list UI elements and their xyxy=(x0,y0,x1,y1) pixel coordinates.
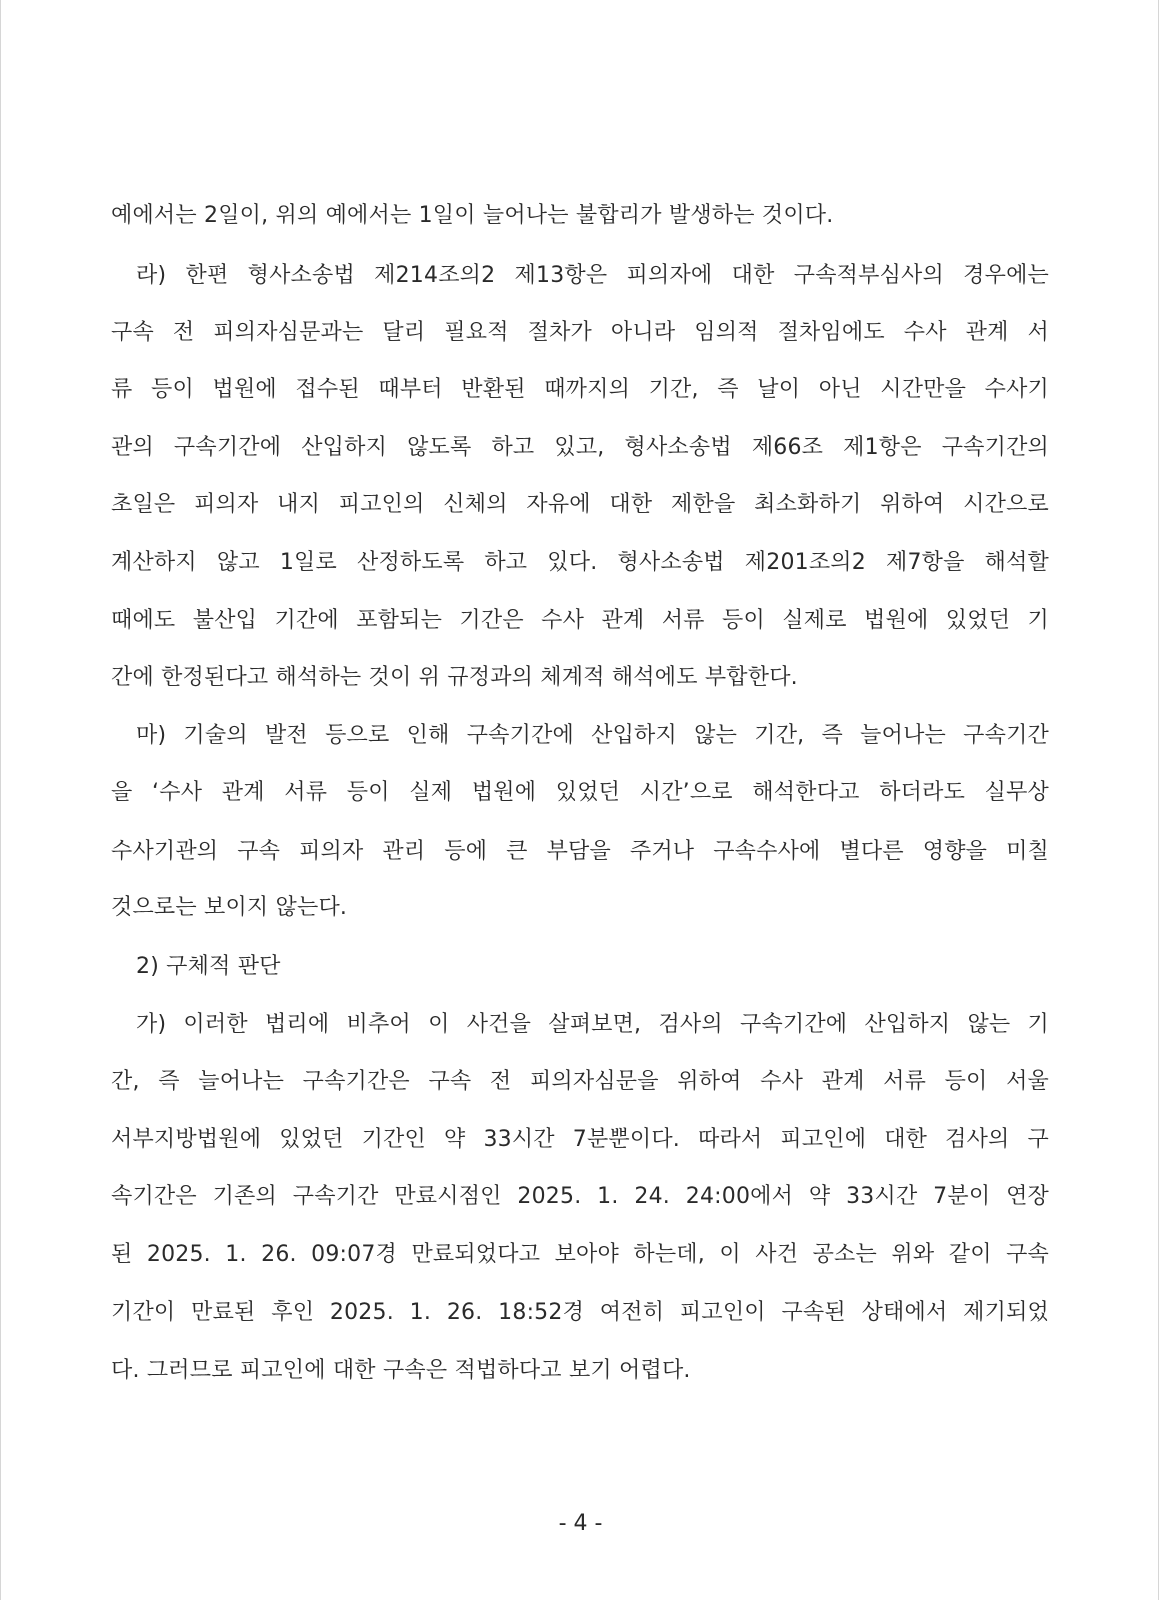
text-line: 서부지방법원에 있었던 기간인 약 33시간 7분뿐이다. 따라서 피고인에 대한 검사의 구 xyxy=(111,1127,1049,1152)
text-line: 라) 한편 형사소송법 제214조의2 제13항은 피의자에 대한 구속적부심사의 경우에는 xyxy=(136,263,1049,288)
text-line: 을 ‘수사 관계 서류 등이 실제 법원에 있었던 시간’으로 해석한다고 하더라도 실무상 xyxy=(111,780,1049,805)
text-line: 계산하지 않고 1일로 산정하도록 하고 있다. 형사소송법 제201조의2 제7항을 해석할 xyxy=(111,550,1049,575)
text-line: 간에 한정된다고 해석하는 것이 위 규정과의 체계적 해석에도 부합한다. xyxy=(111,665,798,690)
text-line: 마) 기술의 발전 등으로 인해 구속기간에 산입하지 않는 기간, 즉 늘어나는 구속기간 xyxy=(136,723,1049,748)
text-line: 류 등이 법원에 접수된 때부터 반환된 때까지의 기간, 즉 날이 아닌 시간만을 수사기 xyxy=(111,377,1049,402)
text-line: 수사기관의 구속 피의자 관리 등에 큰 부담을 주거나 구속수사에 별다른 영향을 미칠 xyxy=(111,839,1049,864)
section-heading: 2) 구체적 판단 xyxy=(136,954,281,979)
text-line: 관의 구속기간에 산입하지 않도록 하고 있고, 형사소송법 제66조 제1항은 구속기간의 xyxy=(111,435,1049,460)
text-line: 간, 즉 늘어나는 구속기간은 구속 전 피의자심문을 위하여 수사 관계 서류 등이 서울 xyxy=(111,1069,1049,1094)
text-line: 초일은 피의자 내지 피고인의 신체의 자유에 대한 제한을 최소화하기 위하여 시간으로 xyxy=(111,492,1049,517)
text-line: 된 2025. 1. 26. 09:07경 만료되었다고 보아야 하는데, 이 사건 공소는 위와 같이 구속 xyxy=(111,1242,1049,1267)
text-line: 기간이 만료된 후인 2025. 1. 26. 18:52경 여전히 피고인이 구속된 상태에서 제기되었 xyxy=(111,1300,1049,1325)
text-line: 속기간은 기존의 구속기간 만료시점인 2025. 1. 24. 24:00에서 약 33시간 7분이 연장 xyxy=(111,1184,1049,1209)
text-line: 때에도 불산입 기간에 포함되는 기간은 수사 관계 서류 등이 실제로 법원에 있었던 기 xyxy=(111,608,1049,633)
text-line: 예에서는 2일이, 위의 예에서는 1일이 늘어나는 불합리가 발생하는 것이다. xyxy=(111,203,834,228)
text-line: 구속 전 피의자심문과는 달리 필요적 절차가 아니라 임의적 절차임에도 수사 관계 서 xyxy=(111,320,1049,345)
text-line: 것으로는 보이지 않는다. xyxy=(111,895,348,920)
text-line: 가) 이러한 법리에 비추어 이 사건을 살펴보면, 검사의 구속기간에 산입하지 않는 기 xyxy=(136,1012,1049,1037)
text-line: 다. 그러므로 피고인에 대한 구속은 적법하다고 보기 어렵다. xyxy=(111,1358,691,1383)
page-number: - 4 - xyxy=(558,1511,603,1536)
